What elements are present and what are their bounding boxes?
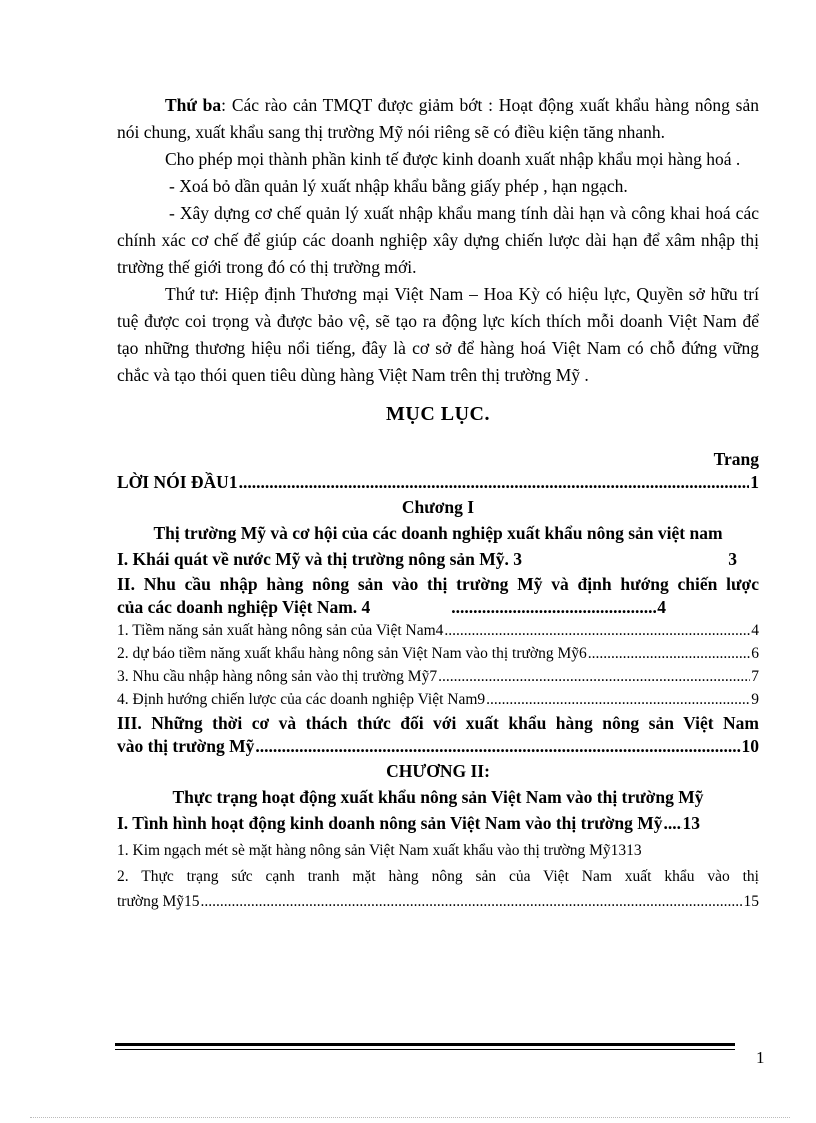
toc-entry-c2-i1[interactable] [117,837,759,864]
toc-entry-text-line1: II. Nhu cầu nhập hàng nông sản vào thị trường Mỹ và định hướng chiến lược [117,574,759,594]
toc-entry-text-line2: vào thị trường Mỹ [117,736,255,756]
paragraph-cho-phep: Cho phép mọi thành phần kinh tế được kinh doanh xuất nhập khẩu mọi hàng hoá . [165,149,741,169]
toc-page-label: Trang [713,449,759,469]
page-number: 1 [756,1048,765,1067]
toc-entry-page: 6 [751,645,759,662]
paragraph-thu-tu: Thứ tư: Hiệp định Thương mại Việt Nam – Hoa Kỳ có hiệu lực, Quyền sở hữu trí tuệ được coi trọng và được bảo vệ, sẽ tạo ra động lực kích thích mỗi doanh Việt Nam để tạo những thương hiệu nổi tiếng, đây là cơ sở để hàng hoá Việt Nam có chỗ đứng vững chắc và tạo thói quen tiêu dùng hàng Việt Nam trên thị trường Mỹ . [117,284,759,385]
toc-leader [200,890,742,913]
toc-entry-c1-s2-i2[interactable] [117,642,759,665]
toc-entry-c1-s2-i4[interactable] [117,688,759,711]
toc-leader [588,642,750,665]
table-of-contents [117,448,759,913]
toc-entry-page: 7 [751,668,759,685]
toc-entry-page: 10 [741,736,759,756]
toc-entry-text-line1: III. Những thời cơ và thách thức đối với xuất khẩu hàng nông sản Việt Nam [117,713,759,733]
toc-leader [486,688,750,711]
toc-title: MỤC LỤC. [386,403,490,425]
toc-leader [255,735,740,758]
toc-entry-text: 1. Tiềm năng sản xuất hàng nông sản của Việt Nam4 [117,622,444,639]
toc-entry-text: 1. Kim ngạch mét sè mặt hàng nông sản Việt Nam xuất khẩu vào thị trường Mỹ1313 [117,842,642,859]
toc-entry-c2-s1[interactable] [117,810,759,837]
paragraph-bullet-xay-dung: - Xây dựng cơ chế quản lý xuất nhập khẩu mang tính dài hạn và công khai hoá các chính xác cơ chế để giúp các doanh nghiệp xây dựng chiến lược dài hạn để xâm nhập thị trường thế giới trong đó có thị trường mới. [117,203,759,277]
paragraph-thu-ba [117,92,759,146]
toc-entry-text-line2: trường Mỹ15 [117,893,200,910]
toc-entry-c1-s2[interactable] [117,572,759,619]
toc-leader [239,471,750,494]
toc-entry-text-line2: của các doanh nghiệp Việt Nam. 4 [117,597,371,617]
toc-leader [664,810,682,837]
page-bottom-divider [30,1117,790,1118]
document-page [117,92,759,913]
paragraph-lead-bold: Thứ ba [165,95,222,115]
toc-leader [444,619,750,642]
toc-entry-c1-s3[interactable] [117,711,759,758]
toc-entry-text-line1: 2. Thực trạng sức cạnh tranh mặt hàng nông sản của Việt Nam xuất khẩu vào thị [117,868,759,885]
paragraph-text: : Các rào cản TMQT được giảm bớt : Hoạt động xuất khẩu hàng nông sản nói chung, xuất khẩu sang thị trường Mỹ nói riêng sẽ có điều kiện tăng nhanh. [117,95,759,142]
toc-leader [438,665,750,688]
toc-entry-page: 4 [751,622,759,639]
footer-rule-thick [115,1043,735,1046]
toc-entry-page: 15 [743,893,759,910]
toc-leader [451,596,656,619]
toc-entry-page: 4 [657,597,667,617]
toc-entry-page: 3 [728,549,737,569]
toc-entry-page: 9 [751,691,759,708]
toc-entry-c1-s1[interactable] [117,546,759,572]
toc-entry-page: 13 [682,813,701,833]
toc-entry-text: 2. dự báo tiềm năng xuất khẩu hàng nông sản Việt Nam vào thị trường Mỹ6 [117,645,587,662]
chapter-1-title: Thị trường Mỹ và cơ hội của các doanh nghiệp xuất khẩu nông sản việt nam [153,523,723,543]
toc-entry-text: I. Tình hình hoạt động kinh doanh nông sản Việt Nam vào thị trường Mỹ [117,813,663,833]
toc-entry-c1-s2-i1[interactable] [117,619,759,642]
toc-entry-text: I. Khái quát về nước Mỹ và thị trường nông sản Mỹ. 3 [117,549,523,569]
toc-entry-c1-s2-i3[interactable] [117,665,759,688]
toc-entry-text: LỜI NÓI ĐẦU1 [117,472,238,492]
chapter-2-label: CHƯƠNG II: [386,761,490,781]
chapter-1-label: Chương I [401,497,475,517]
toc-entry-loi-noi-dau[interactable] [117,471,759,494]
toc-entry-c2-i2[interactable] [117,864,759,913]
toc-entry-page: 1 [750,472,759,492]
paragraph-bullet-xoa-bo: - Xoá bỏ dần quản lý xuất nhập khẩu bằng giấy phép , hạn ngạch. [169,176,628,196]
toc-entry-text: 4. Định hướng chiến lược của các doanh nghiệp Việt Nam9 [117,691,486,708]
chapter-2-title: Thực trạng hoạt động xuất khẩu nông sản Việt Nam vào thị trường Mỹ [172,787,704,807]
toc-entry-text: 3. Nhu cầu nhập hàng nông sản vào thị trường Mỹ7 [117,668,438,685]
footer-rule-thin [115,1049,735,1050]
